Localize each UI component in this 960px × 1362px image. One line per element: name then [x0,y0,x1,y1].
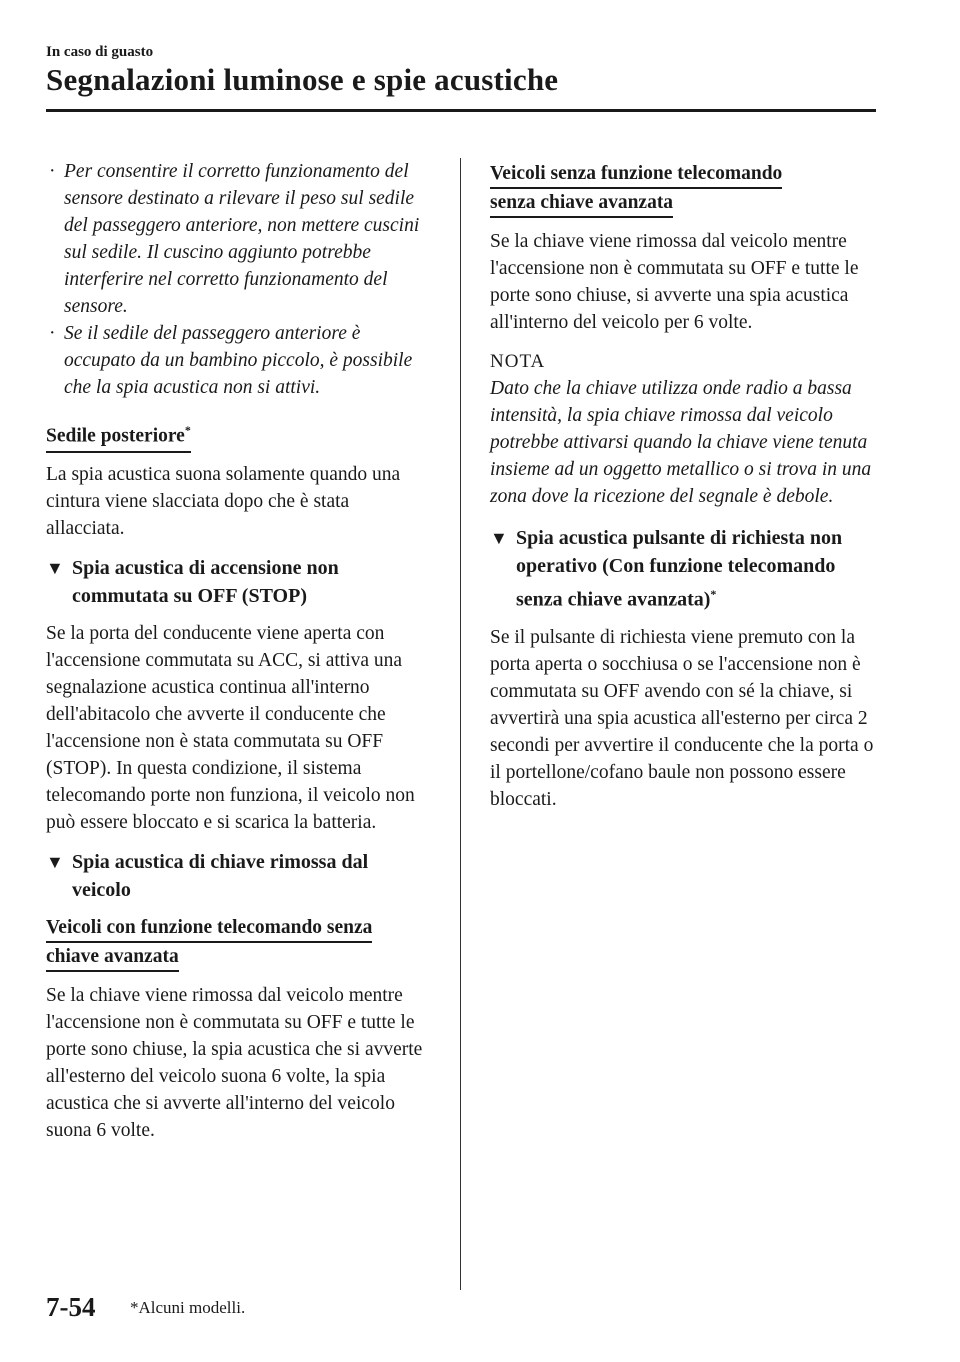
ignition-heading: ▼ Spia acustica di accensione non commutata su OFF (STOP) [46,554,424,610]
key-removed-heading: ▼ Spia acustica di chiave rimossa dal veicolo [46,848,424,904]
bullet-list [46,158,424,401]
list-item: · Per consentire il corretto funzionamento del sensore destinato a rilevare il peso sul sedile del passeggero anteriore, non mettere cuscini sul sedile. Il cuscino aggiunto potrebbe interferire nel corretto funzionamento del sensore. [46,158,424,320]
without-keyless-heading: Veicoli senza funzione telecomando senza chiave avanzata [490,160,882,218]
bullet-dot: · [49,161,56,182]
note-label: NOTA [490,351,546,372]
asterisk-mark: * [184,423,191,437]
request-button-text: Se il pulsante di richiesta viene premuto con la porta aperta o socchiusa o se l'accensione non è commutata su OFF avendo con sé la chiave, si avvertirà una spia acustica all'esterno per circa 2 secondi per avvertire il conducente che la porta o il portellone/cofano baule non possono essere bloccati. [490,626,874,810]
title-rule [46,109,876,112]
rear-seat-text: La spia acustica suona solamente quando una cintura viene slacciata dopo che è stata allacciata. [46,463,401,539]
page-number: 7-54 [46,1292,96,1322]
triangle-down-icon: ▼ [46,851,64,872]
footer-note: *Alcuni modelli. [130,1298,246,1317]
page-title: Segnalazioni luminose e spie acustiche [46,62,559,97]
left-column [46,158,424,1156]
section-label: In caso di guasto [46,44,154,60]
ignition-text: Se la porta del conducente viene aperta con l'accensione commutata su ACC, si attiva una segnalazione acustica continua all'interno dell'abitacolo che avverte il conducente che l'accensione non è stata commutata su OFF (STOP). In questa condizione, il sistema telecomando porte non funziona, il veicolo non può essere bloccato e si scarica la batteria. [46,622,415,833]
asterisk-mark: * [710,587,717,601]
right-column [490,158,882,825]
with-keyless-text: Se la chiave viene rimossa dal veicolo mentre l'accensione non è commutata su OFF e tutte le porte sono chiuse, la spia acustica che si avverte all'esterno del veicolo suona 6 volte, la spia acustica che si avverte all'interno del veicolo suona 6 volte. [46,984,423,1141]
request-button-heading: ▼ Spia acustica pulsante di richiesta non operativo (Con funzione telecomando senza chiave avanzata)* [490,524,882,614]
with-keyless-heading: Veicoli con funzione telecomando senza chiave avanzata [46,914,424,972]
column-divider [460,158,461,1290]
triangle-down-icon: ▼ [46,557,64,578]
without-keyless-text: Se la chiave viene rimossa dal veicolo mentre l'accensione non è commutata su OFF e tutte le porte sono chiuse, si avverte una spia acustica all'interno del veicolo per 6 volte. [490,231,859,333]
list-item: · Se il sedile del passeggero anteriore è occupato da un bambino piccolo, è possibile che la spia acustica non si attivi. [46,320,424,401]
bullet-dot: · [49,323,56,344]
note-text: Dato che la chiave utilizza onde radio a bassa intensità, la spia chiave rimossa dal veicolo potrebbe attivarsi quando la chiave viene tenuta insieme ad un oggetto metallico o si trova in una zona dove la ricezione del segnale è debole. [490,378,872,507]
triangle-down-icon: ▼ [490,528,508,548]
rear-seat-heading: Sedile posteriore* [46,415,424,461]
